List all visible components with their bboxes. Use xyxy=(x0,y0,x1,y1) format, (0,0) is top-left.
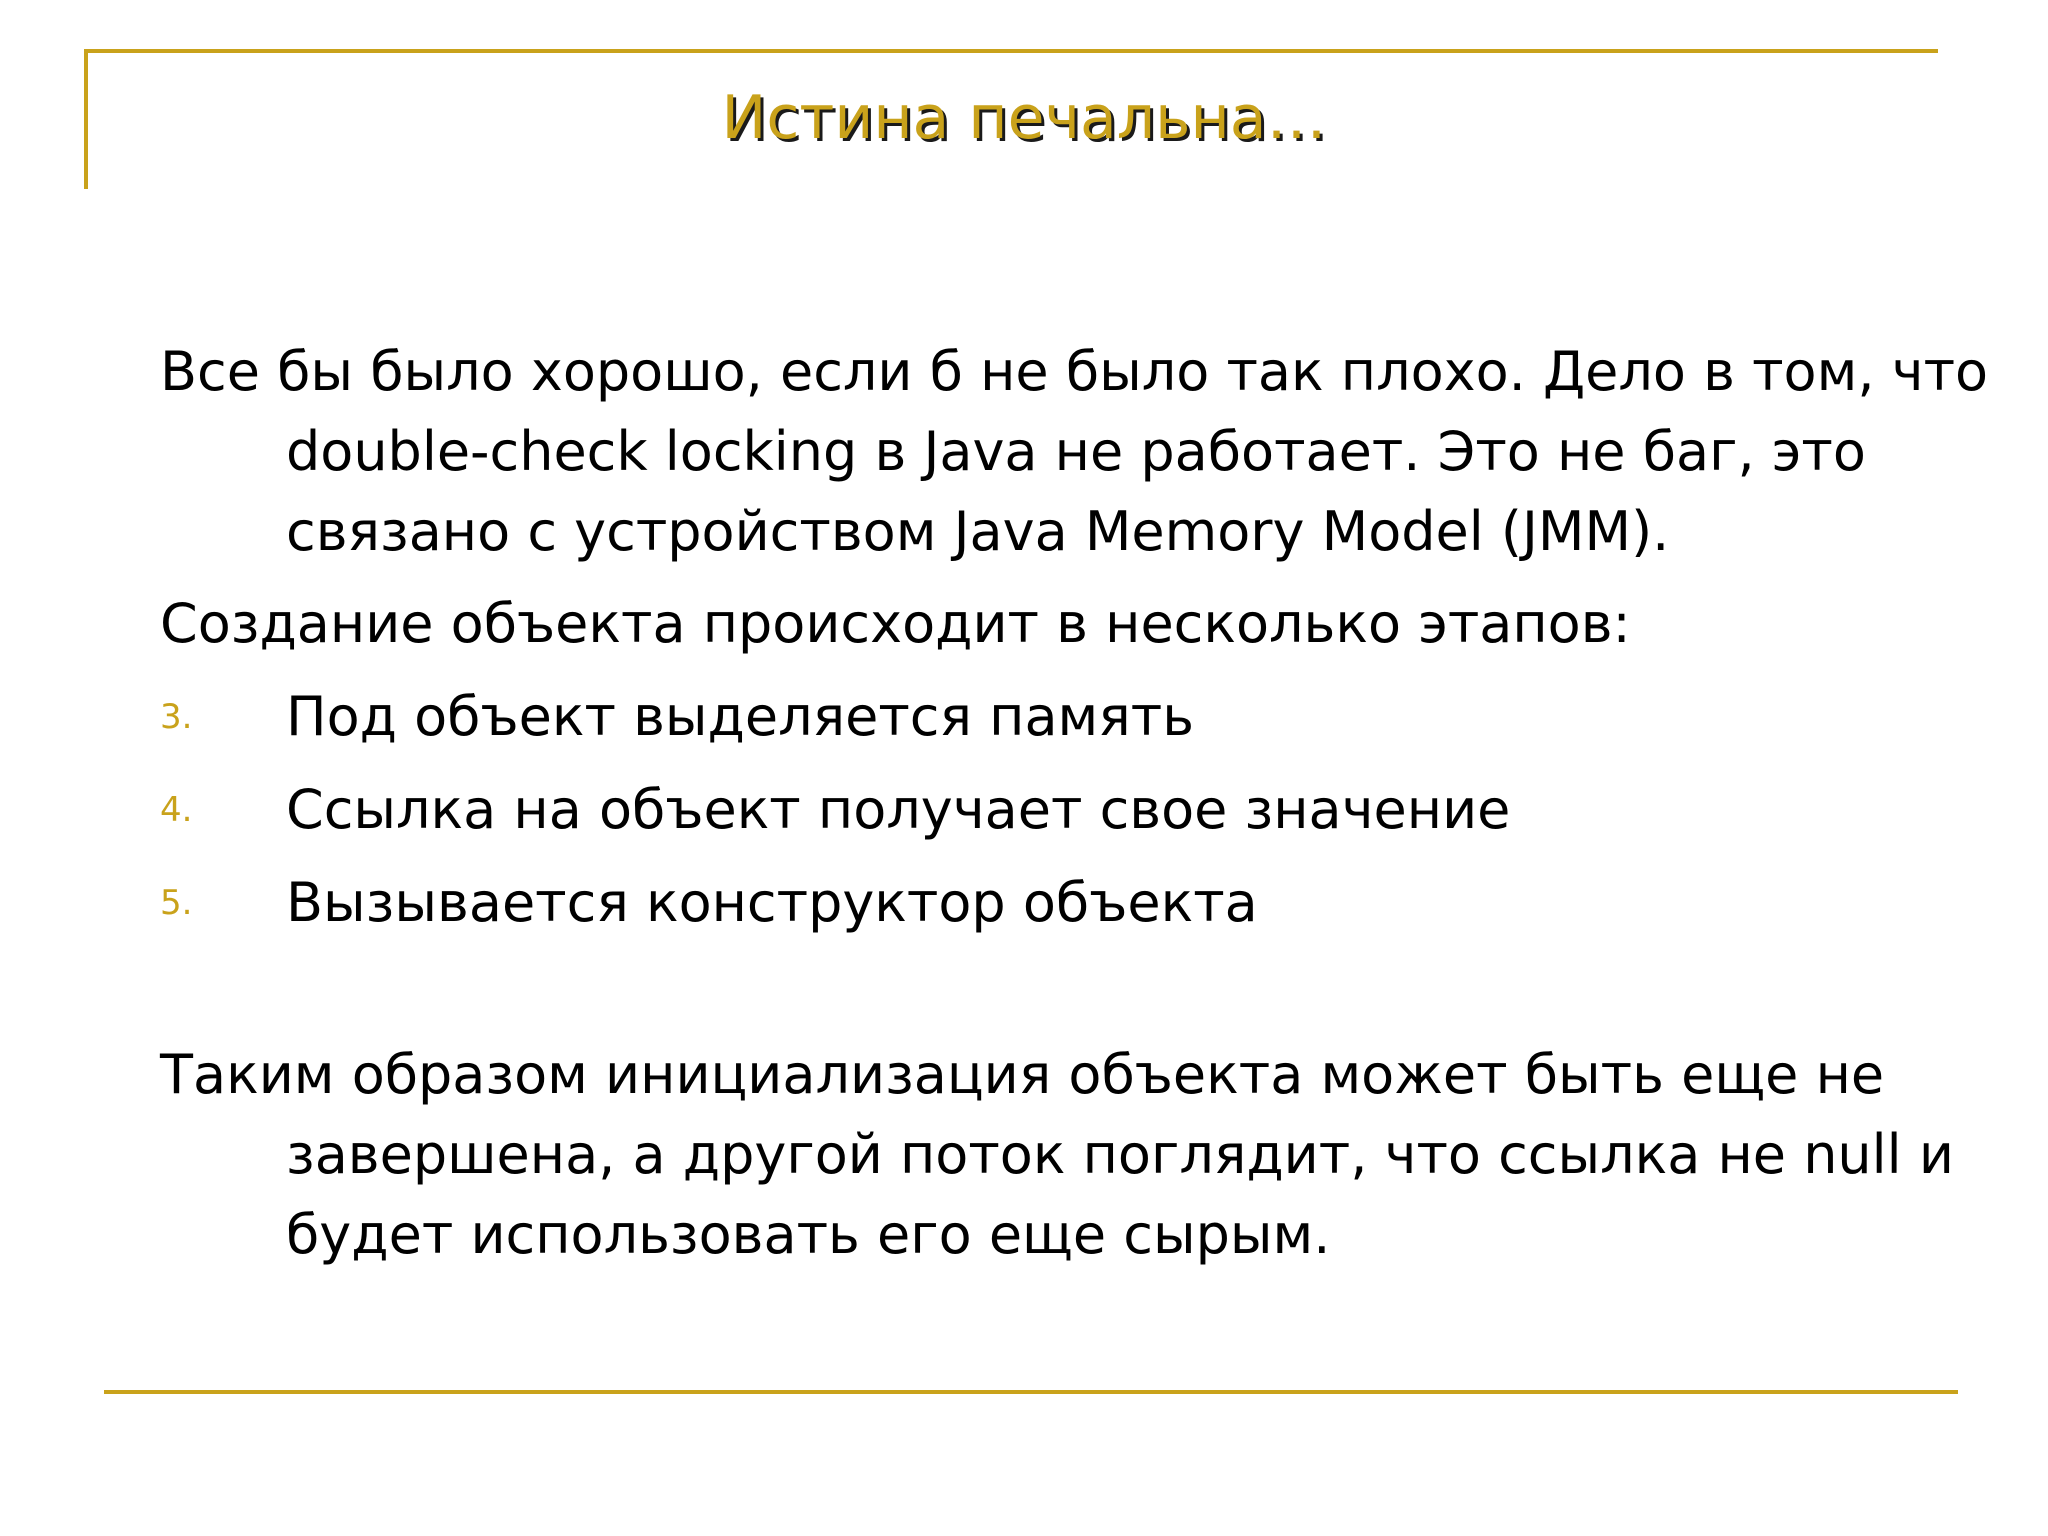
list-number: 5. xyxy=(160,883,193,923)
spacer xyxy=(160,572,2000,584)
list-item xyxy=(160,770,2000,850)
paragraph-steps-intro: Создание объекта происходит в несколько этапов: xyxy=(160,592,1631,655)
slide-content xyxy=(160,332,2000,1275)
list-text: Под объект выделяется память xyxy=(286,685,1195,748)
list-item xyxy=(160,677,2000,757)
list-text: Вызывается конструктор объекта xyxy=(286,871,1258,934)
frame-top-border xyxy=(84,49,1938,53)
spacer xyxy=(160,943,2000,1035)
paragraph-conclusion: Таким образом инициализация объекта может быть еще не завершена, а другой поток поглядит, что ссылка не null и будет использовать его еще сырым. xyxy=(160,1043,1954,1266)
paragraph-intro: Все бы было хорошо, если б не было так плохо. Дело в том, что double-check locking в Java не работает. Это не баг, это связано с устройством Java Memory Model (JMM). xyxy=(160,340,1989,563)
list-number: 4. xyxy=(160,790,193,830)
list-text: Ссылка на объект получает свое значение xyxy=(286,778,1511,841)
slide-title: Истина печальна… xyxy=(721,83,1327,153)
bottom-rule xyxy=(104,1390,1958,1394)
list-number: 3. xyxy=(160,697,193,737)
list-item xyxy=(160,863,2000,943)
